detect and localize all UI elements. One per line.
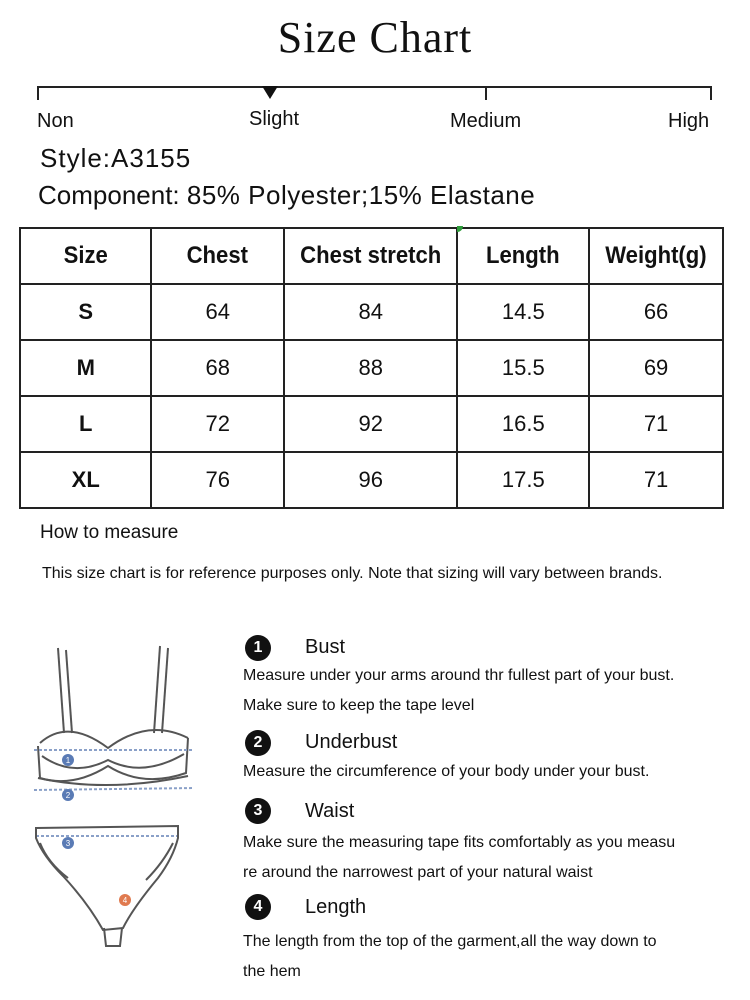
cell-weight: 71 (589, 452, 723, 508)
component-label: Component: (38, 180, 180, 210)
header-size: Size (25, 228, 146, 284)
scale-label-high: High (668, 110, 710, 132)
bikini-diagram (28, 638, 208, 968)
step-desc-line: the hem (243, 963, 301, 980)
step-desc-line: The length from the top of the garment,all the way down to (243, 933, 657, 950)
step-desc-length (243, 927, 723, 987)
step-desc-line: Measure under your arms around thr fullest part of your bust. (243, 667, 675, 684)
step-title-bust: Bust (305, 636, 346, 658)
step-desc-line: Make sure to keep the tape level (243, 697, 475, 714)
step-number-1-icon: 1 (245, 635, 271, 661)
step-desc-bust (243, 661, 723, 721)
header-weight: Weight(g) (594, 228, 717, 284)
cell-chest-stretch: 96 (284, 452, 457, 508)
cell-length: 14.5 (457, 284, 589, 340)
size-table (19, 227, 724, 509)
table-row (20, 396, 723, 452)
table-row (20, 284, 723, 340)
cell-size: M (20, 340, 151, 396)
table-row (20, 340, 723, 396)
how-to-measure-title: How to measure (40, 522, 179, 543)
step-desc-line: re around the narrowest part of your natural waist (243, 864, 593, 881)
header-length: Length (463, 228, 584, 284)
cell-size: XL (20, 452, 151, 508)
table-header-row (20, 228, 723, 284)
cell-size: L (20, 396, 151, 452)
cell-chest: 72 (151, 396, 284, 452)
page-title: Size Chart (277, 13, 473, 62)
header-chest: Chest (157, 228, 279, 284)
step-desc-waist (243, 828, 723, 888)
header-chest-stretch: Chest stretch (291, 228, 451, 284)
how-to-measure-note: This size chart is for reference purposes only. Note that sizing will vary between brands. (42, 565, 663, 582)
bikini-top-illustration (38, 646, 188, 785)
table-row (20, 452, 723, 508)
step-title-underbust: Underbust (305, 731, 398, 753)
cell-chest: 64 (151, 284, 284, 340)
step-number-4-icon: 4 (245, 894, 271, 920)
bikini-bottom-illustration (36, 826, 178, 946)
scale-tick (485, 86, 487, 100)
scale-label-slight: Slight (249, 108, 300, 130)
cell-chest: 76 (151, 452, 284, 508)
cell-chest: 68 (151, 340, 284, 396)
step-title-waist: Waist (305, 800, 355, 822)
step-title-length: Length (305, 896, 367, 918)
step-desc-line: Make sure the measuring tape fits comfortably as you measu (243, 834, 676, 851)
diagram-marker-3-label: 3 (65, 839, 71, 848)
cell-length: 16.5 (457, 396, 589, 452)
cell-chest-stretch: 84 (284, 284, 457, 340)
step-desc-line: Measure the circumference of your body under your bust. (243, 763, 650, 780)
scale-line (38, 86, 712, 88)
step-number-3-icon: 3 (245, 798, 271, 824)
scale-selected-marker-icon (262, 86, 278, 99)
component-value: 85% Polyester;15% Elastane (186, 180, 536, 210)
cell-weight: 71 (589, 396, 723, 452)
scale-tick (710, 86, 712, 100)
cell-length: 15.5 (457, 340, 589, 396)
step-desc-underbust (243, 757, 723, 787)
cell-size: S (20, 284, 151, 340)
cell-chest-stretch: 88 (284, 340, 457, 396)
cell-length: 17.5 (457, 452, 589, 508)
cell-weight: 66 (589, 284, 723, 340)
diagram-marker-4-label: 4 (122, 896, 128, 905)
cell-weight: 69 (589, 340, 723, 396)
scale-label-medium: Medium (450, 110, 522, 132)
diagram-marker-2-label: 2 (65, 791, 71, 800)
step-number-2-icon: 2 (245, 730, 271, 756)
scale-tick (37, 86, 39, 100)
scale-label-non: Non (37, 110, 74, 132)
diagram-marker-1-label: 1 (65, 756, 71, 765)
style-code: Style:A3155 (40, 143, 192, 173)
component-line (38, 180, 535, 211)
cell-chest-stretch: 92 (284, 396, 457, 452)
